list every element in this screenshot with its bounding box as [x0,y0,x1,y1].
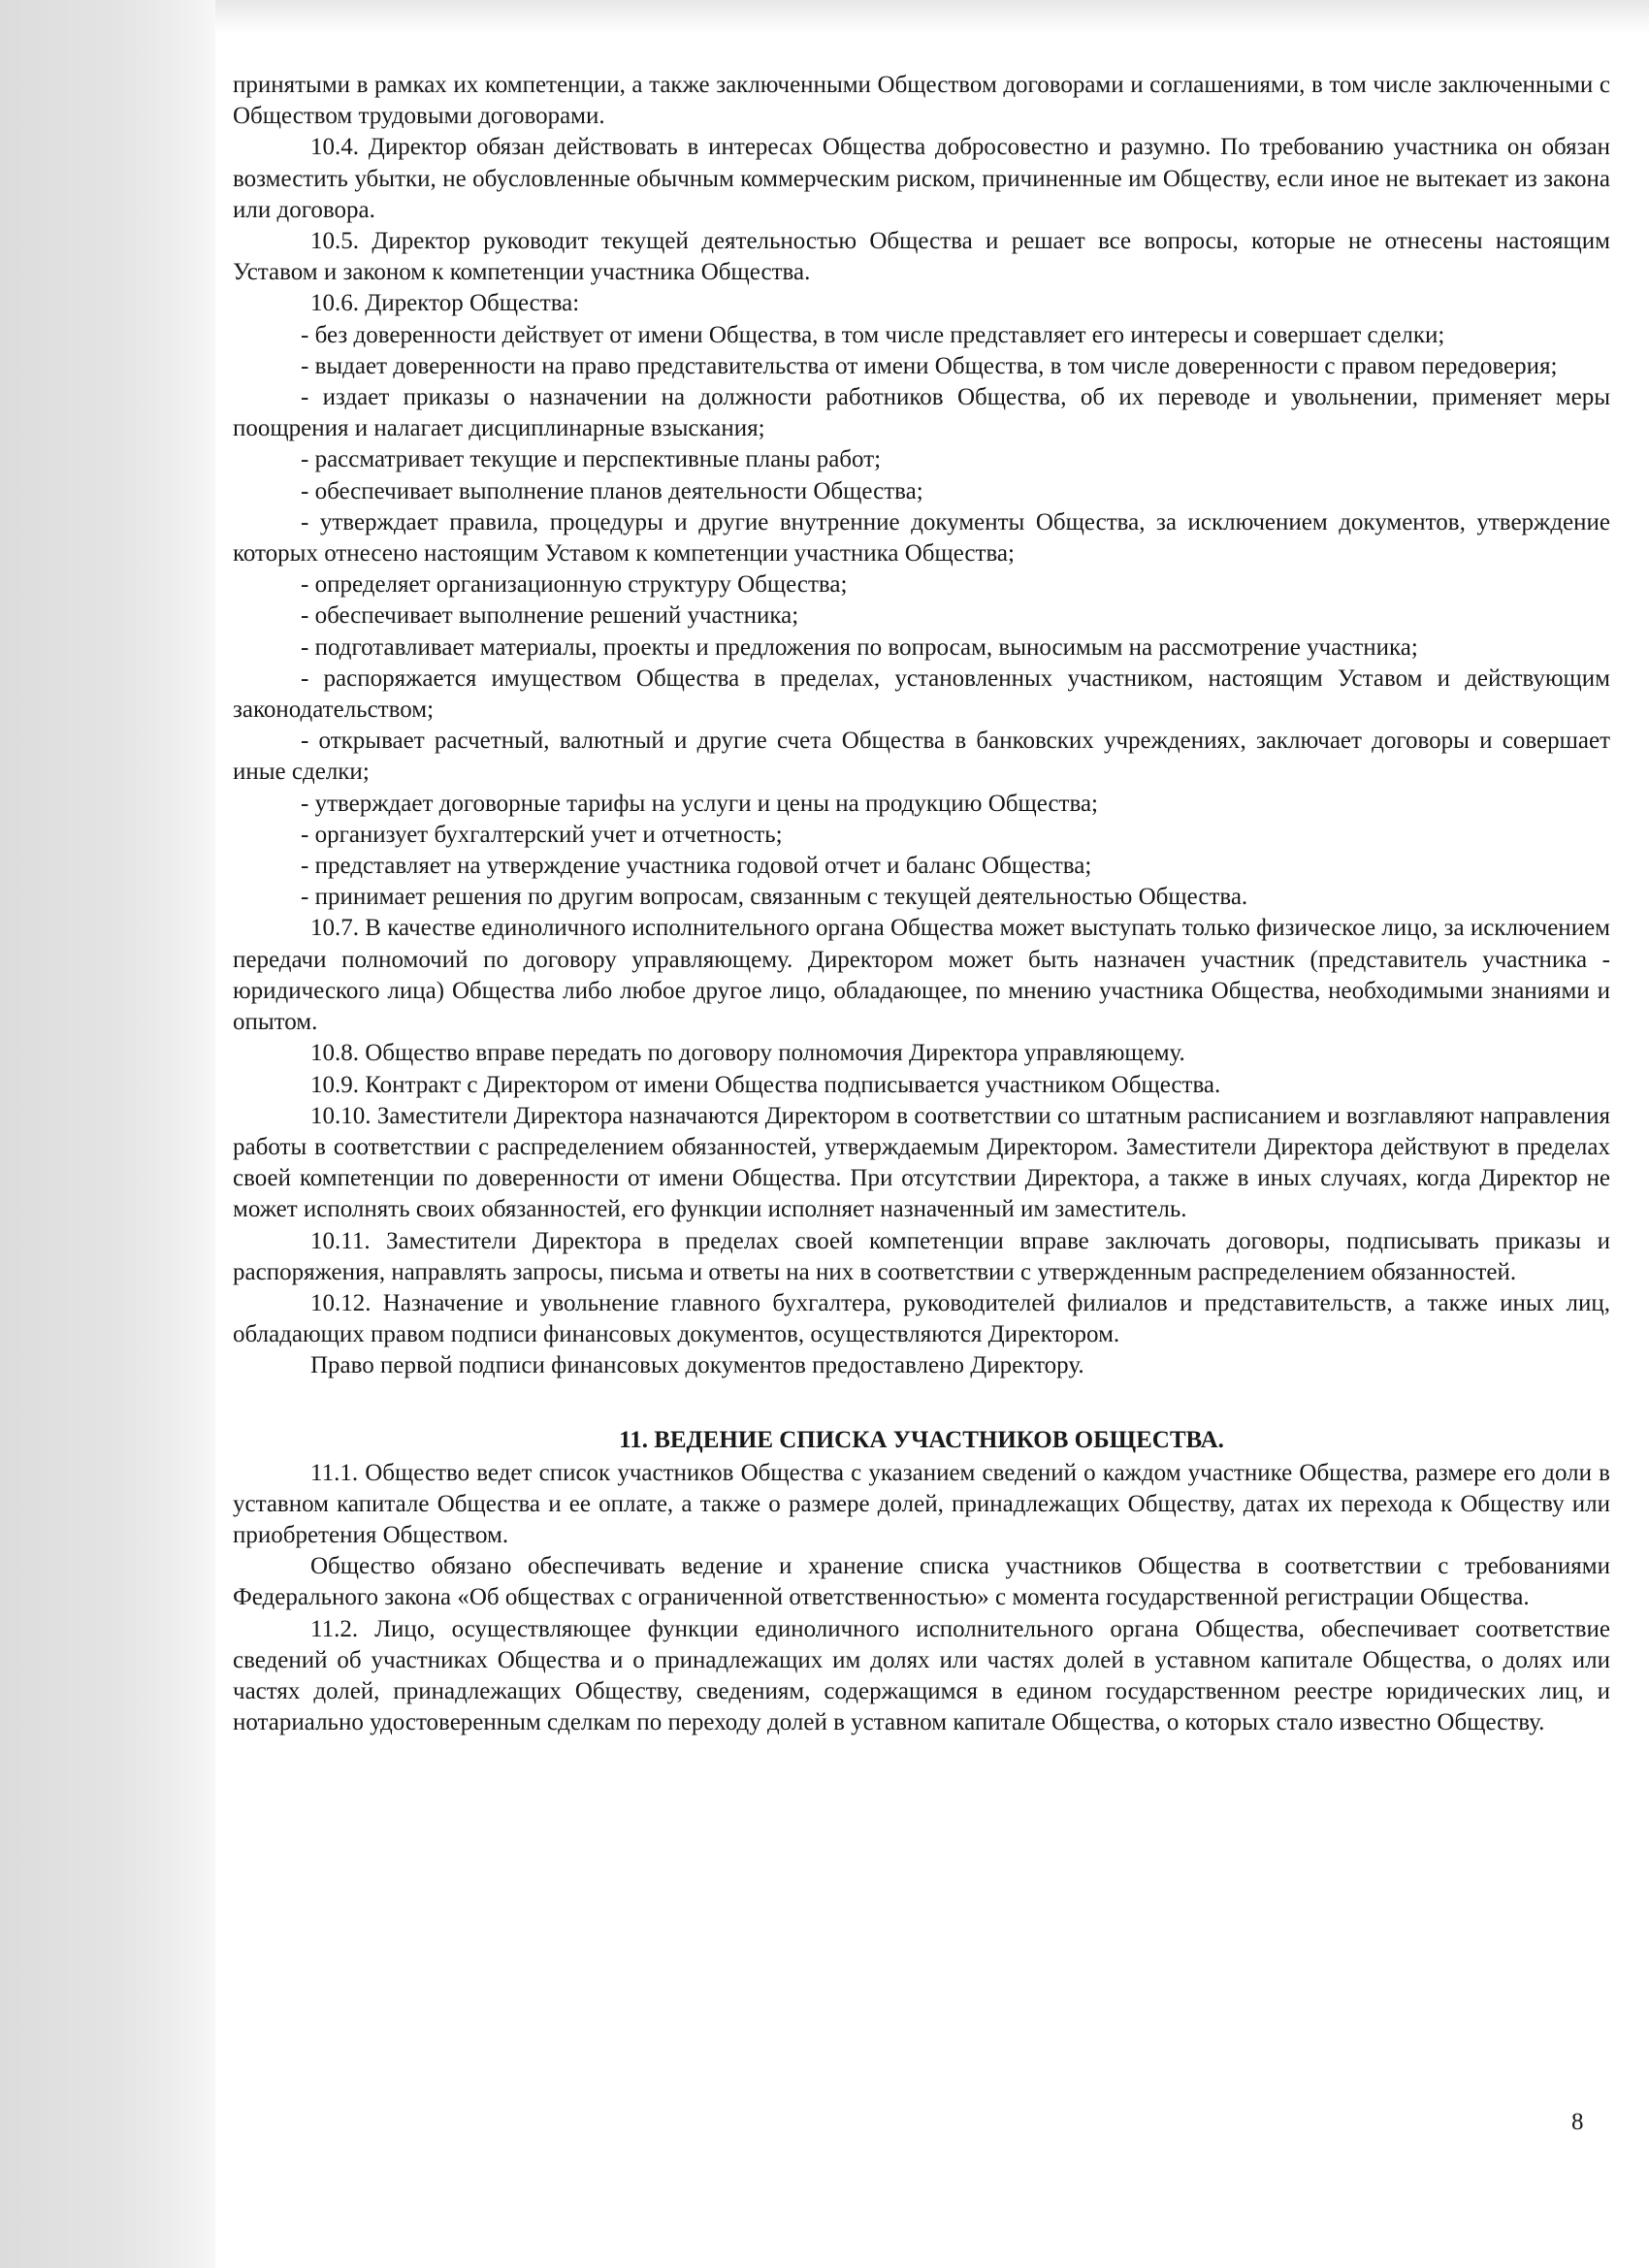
paragraph-11-2: 11.2. Лицо, осуществляющее функции единоличного исполнительного органа Общества, обеспечивает соответствие сведений об участниках Общества и о принадлежащих им долях или частях долей в уставном капитале Общества, о долях или частях долей, принадлежащих Обществу, сведениям, содержащимся в едином государственном реестре юридических лиц, и нотариально удостоверенным сделкам по переходу долей в уставном капитале Общества, о которых стало известно Обществу. [233,1615,1610,1736]
list-item: - подготавливает материалы, проекты и предложения по вопросам, выносимым на рассмотрение участника; [301,633,1418,661]
paragraph-10-6: 10.6. Директор Общества: [310,290,580,317]
list-item: - рассматривает текущие и перспективные планы работ; [301,446,882,473]
paragraph-10-9: 10.9. Контракт с Директором от имени Общества подписывается участником Общества. [310,1071,1221,1098]
list-item: - определяет организационную структуру Общества; [301,571,848,599]
list-item: - принимает решения по другим вопросам, связанным с текущей деятельностью Общества. [301,884,1248,911]
list-item: - без доверенности действует от имени Общества, в том числе представляет его интересы и совершает сделки; [301,321,1445,348]
list-item: - открывает расчетный, валютный и другие счета Общества в банковских учреждениях, заключает договоры и совершает иные сделки; [233,728,1610,786]
paragraph-11-1: 11.1. Общество ведет список участников Общества с указанием сведений о каждом участнике Общества, размере его доли в уставном капитале Общества и ее оплате, а также о размере долей, принадлежащих Обществу, датах их перехода к Обществу или приобретения Обществом. [233,1459,1610,1548]
list-item: - выдает доверенности на право представительства от имени Общества, в том числе доверенности с правом передоверия; [301,352,1558,379]
scan-left-edge [0,0,215,2268]
paragraph-10-11: 10.11. Заместители Директора в пределах своей компетенции вправе заключать договоры, подписывать приказы и распоряжения, направлять запросы, письма и ответы на них в соответствии с утвержденным распределением обязанностей. [233,1227,1610,1285]
document-page [233,70,1610,1738]
paragraph-signature-right: Право первой подписи финансовых документов предоставлено Директору. [310,1352,1084,1379]
list-item: - обеспечивает выполнение решений участника; [301,602,799,630]
scan-top-edge [215,0,1649,33]
paragraph-10-7: 10.7. В качестве единоличного исполнительного органа Общества может выступать только физическое лицо, за исключением передачи полномочий по договору управляющему. Директором может быть назначен участник (представитель участника - юридического лица) Общества либо любое другое лицо, обладающее, по мнению участника Общества, необходимыми знаниями и опытом. [233,915,1610,1036]
list-item: - утверждает договорные тарифы на услуги и цены на продукцию Общества; [301,790,1098,817]
paragraph-11-1-continued: Общество обязано обеспечивать ведение и хранение списка участников Общества в соответствии с требованиями Федерального закона «Об обществах с ограниченной ответственностью» с момента государственной регистрации Общества. [233,1553,1610,1611]
paragraph-10-5: 10.5. Директор руководит текущей деятельностью Общества и решает все вопросы, которые не отнесены настоящим Уставом и законом к компетенции участника Общества. [233,228,1610,286]
list-item: - распоряжается имуществом Общества в пределах, установленных участником, настоящим Уставом и действующим законодательством; [233,664,1610,724]
list-item: - обеспечивает выполнение планов деятельности Общества; [301,477,923,504]
paragraph-10-12: 10.12. Назначение и увольнение главного бухгалтера, руководителей филиалов и представительств, а также иных лиц, обладающих правом подписи финансовых документов, осуществляются Директором. [233,1289,1610,1348]
section-11-heading: 11. ВЕДЕНИЕ СПИСКА УЧАСТНИКОВ ОБЩЕСТВА. [619,1426,1224,1453]
list-item: - организует бухгалтерский учет и отчетность; [301,821,783,848]
paragraph-10-10: 10.10. Заместители Директора назначаются Директором в соответствии со штатным расписанием и возглавляют направления работы в соответствии с распределением обязанностей, утверждаемым Директором. Заместители Директора действуют в пределах своей компетенции по доверенности от имени Общества. При отсутствии Директора, а также в иных случаях, когда Директор не может исполнять своих обязанностей, его функции исполняет назначенный им заместитель. [233,1102,1610,1223]
list-item: - представляет на утверждение участника годовой отчет и баланс Общества; [301,853,1092,880]
list-item: - утверждает правила, процедуры и другие внутренние документы Общества, за исключением документов, утверждение которых отнесено настоящим Уставом к компетенции участника Общества; [233,508,1610,567]
paragraph-10-8: 10.8. Общество вправе передать по договору полномочия Директора управляющему. [310,1040,1185,1067]
director-duties-list [233,320,1610,914]
list-item: - издает приказы о назначении на должности работников Общества, об их переводе и увольнении, применяет меры поощрения и налагает дисциплинарные взыскания; [233,384,1610,442]
paragraph-10-4: 10.4. Директор обязан действовать в интересах Общества добросовестно и разумно. По требованию участника он обязан возместить убытки, не обусловленные обычным коммерческим риском, причиненные им Обществу, если иное не вытекает из закона или договора. [233,134,1610,223]
page-number: 8 [1571,2109,1584,2135]
paragraph-continuation: принятыми в рамках их компетенции, а также заключенными Обществом договорами и соглашениями, в том числе заключенными с Обществом трудовыми договорами. [233,72,1610,130]
